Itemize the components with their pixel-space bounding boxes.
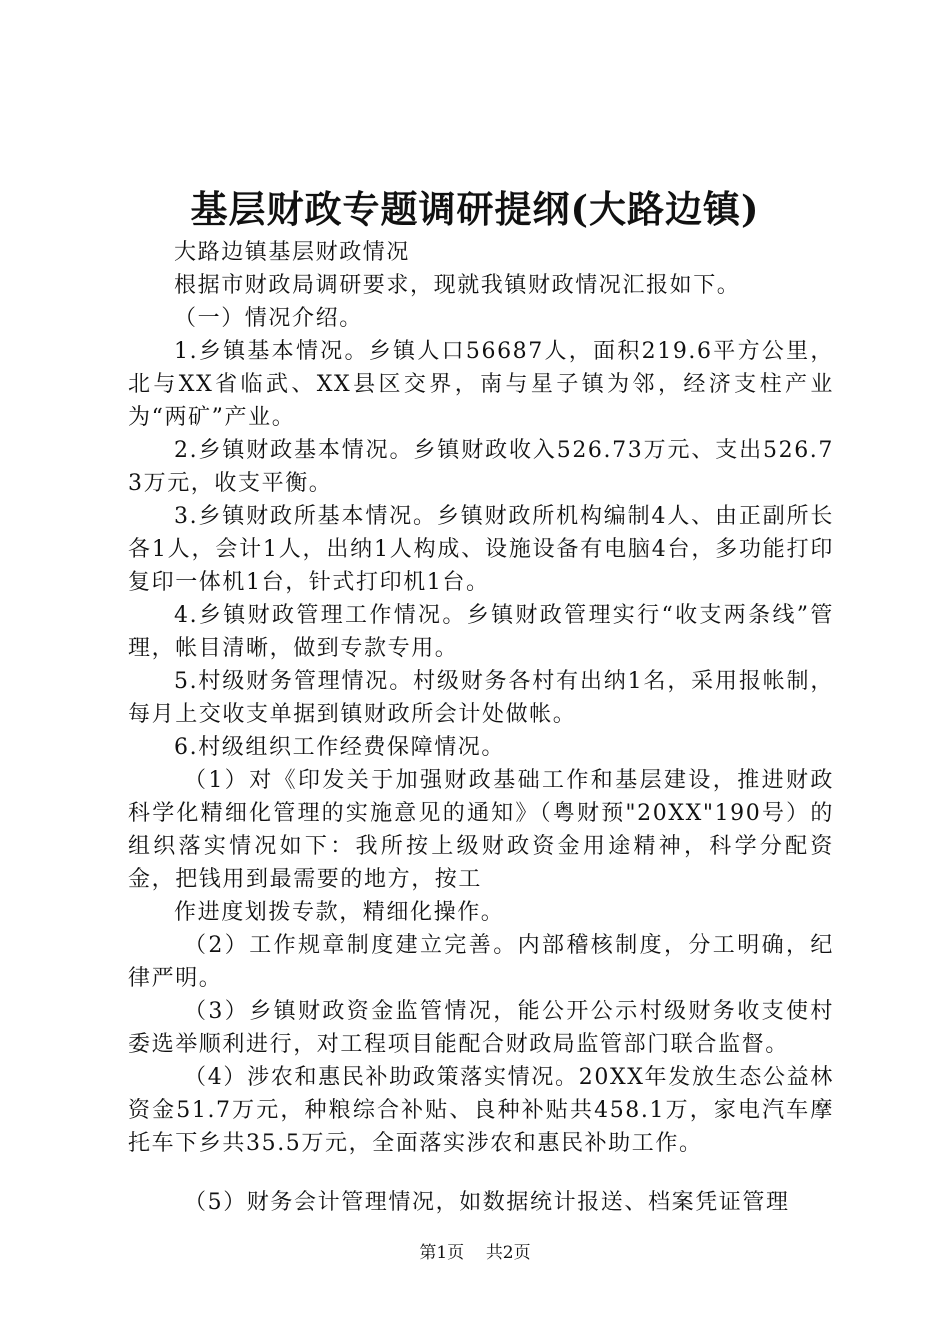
document-title: 基层财政专题调研提纲(大路边镇) [190, 187, 760, 231]
paragraph-subtitle: 大路边镇基层财政情况 [174, 240, 411, 265]
paragraph-item-4: 4.乡镇财政管理工作情况。乡镇财政管理实行“收支两条线”管理，帐目清晰，做到专款专用。 [128, 603, 834, 661]
paragraph-subitem-4: （4）涉农和惠民补助政策落实情况。20XX年发放生态公益林资金51.7万元，种粮综合补贴、良种补贴共458.1万，家电汽车摩托车下乡共35.5万元，全面落实涉农和惠民补助工作。 [128, 1065, 834, 1156]
document-body [128, 236, 834, 1219]
paragraph-subitem-5: （5）财务会计管理情况，如数据统计报送、档案凭证管理 [184, 1190, 790, 1215]
section-heading: （一）情况介绍。 [174, 306, 363, 331]
paragraph-subitem-3: （3）乡镇财政资金监管情况，能公开公示村级财务收支使村委选举顺利进行，对工程项目能配合财政局监管部门联合监督。 [128, 999, 834, 1057]
paragraph-item-1: 1.乡镇基本情况。乡镇人口56687人，面积219.6平方公里，北与XX省临武、XX县区交界，南与星子镇为邻，经济支柱产业为“两矿”产业。 [128, 339, 834, 430]
paragraph-gap [128, 1160, 834, 1186]
page-footer [0, 1241, 950, 1265]
paragraph-intro: 根据市财政局调研要求，现就我镇财政情况汇报如下。 [174, 273, 741, 298]
paragraph-item-6: 6.村级组织工作经费保障情况。 [174, 735, 505, 760]
paragraph-item-2: 2.乡镇财政基本情况。乡镇财政收入526.73万元、支出526.73万元，收支平衡。 [128, 438, 834, 496]
page-total: 共2页 [485, 1243, 531, 1263]
paragraph-subitem-1-cont: 作进度划拨专款，精细化操作。 [174, 900, 505, 925]
paragraph-subitem-2: （2）工作规章制度建立完善。内部稽核制度，分工明确，纪律严明。 [128, 933, 834, 991]
footer-separator [470, 1243, 481, 1263]
paragraph-item-5: 5.村级财务管理情况。村级财务各村有出纳1名，采用报帐制，每月上交收支单据到镇财政所会计处做帐。 [128, 669, 834, 727]
page-number: 第1页 [419, 1243, 465, 1263]
paragraph-item-3: 3.乡镇财政所基本情况。乡镇财政所机构编制4人、由正副所长各1人，会计1人，出纳1人构成、设施设备有电脑4台，多功能打印复印一体机1台，针式打印机1台。 [128, 504, 834, 595]
paragraph-subitem-1: （1）对《印发关于加强财政基础工作和基层建设，推进财政科学化精细化管理的实施意见的通知》（粤财预"20XX"190号）的组织落实情况如下：我所按上级财政资金用途精神，科学分配资金，把钱用到最需要的地方，按工 [128, 768, 834, 892]
